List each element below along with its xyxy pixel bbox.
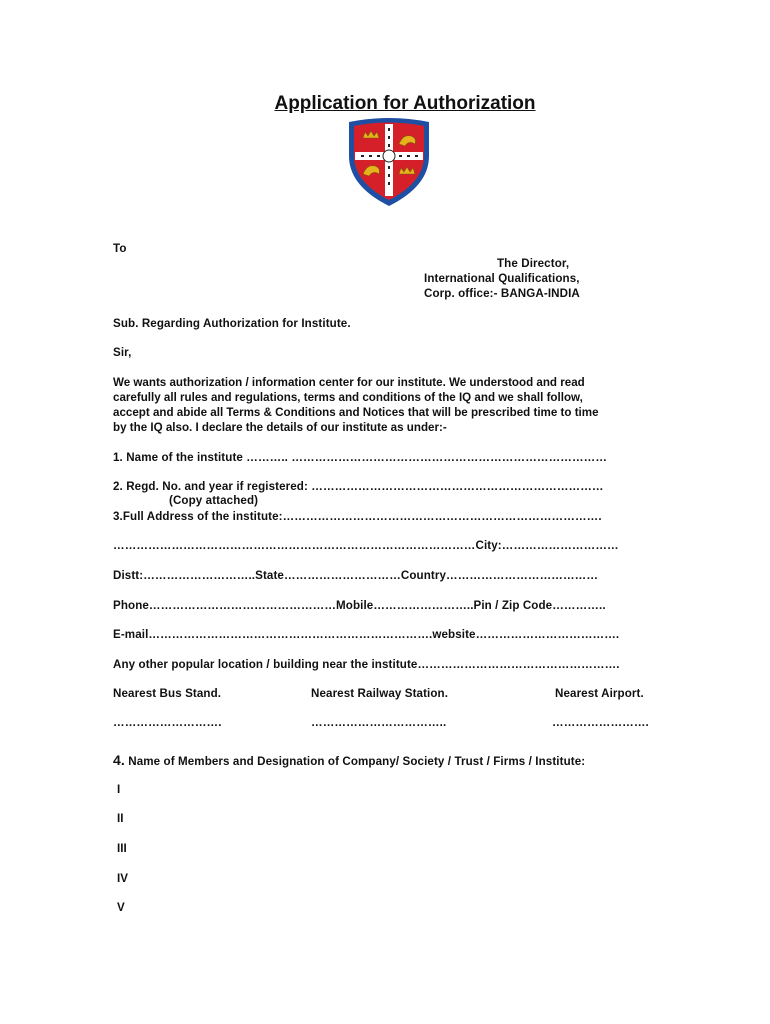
recipient-line-2: International Qualifications, <box>424 272 580 285</box>
paragraph-line: accept and abide all Terms & Conditions and Notices that will be prescribed time to time <box>113 406 599 419</box>
salutation: Sir, <box>113 346 132 359</box>
section-number: 4. <box>113 752 125 768</box>
city-field[interactable]: …………………………………………………………………………………City:………………………… <box>113 539 619 552</box>
airport-label: Nearest Airport. <box>555 687 644 700</box>
recipient-line-1: The Director, <box>497 257 570 270</box>
copy-attached-note: (Copy attached) <box>169 494 259 507</box>
member-row-1[interactable]: I <box>117 783 121 796</box>
to-label: To <box>113 242 127 255</box>
bus-stand-field[interactable]: ………………………. <box>113 716 222 729</box>
address-field[interactable]: 3.Full Address of the institute:………………………………………………………………………. <box>113 510 602 523</box>
railway-station-field[interactable]: …………………………….. <box>311 716 447 729</box>
popular-location-field[interactable]: Any other popular location / building near the institute……………………………………………. <box>113 658 620 671</box>
phone-mobile-pin-field[interactable]: Phone…………………………………………Mobile……………………..Pin / Zip Code………….. <box>113 599 606 612</box>
district-state-country-field[interactable]: Distt:………………………..State…………………………Country………………………………… <box>113 569 599 582</box>
recipient-line-3: Corp. office:- BANGA-INDIA <box>424 287 580 300</box>
paragraph-line: by the IQ also. I declare the details of our institute as under:- <box>113 421 447 434</box>
member-row-4[interactable]: IV <box>117 872 128 885</box>
paragraph-line: We wants authorization / information center for our institute. We understood and read <box>113 376 585 389</box>
bus-stand-label: Nearest Bus Stand. <box>113 687 222 700</box>
members-heading <box>113 752 585 768</box>
shield-crest-icon <box>343 116 435 208</box>
member-row-2[interactable]: II <box>117 812 124 825</box>
paragraph-line: carefully all rules and regulations, terms and conditions of the IQ and we shall follow, <box>113 391 583 404</box>
member-row-5[interactable]: V <box>117 901 125 914</box>
institute-name-field[interactable]: 1. Name of the institute ……….. ……………………………………………………………………… <box>113 451 608 464</box>
member-row-3[interactable]: III <box>117 842 127 855</box>
page-title: Application for Authorization <box>274 93 536 114</box>
subject-line: Sub. Regarding Authorization for Institute. <box>113 317 351 330</box>
email-website-field[interactable]: E-mail……………………………………………………………….website………………………………. <box>113 628 620 641</box>
railway-station-label: Nearest Railway Station. <box>311 687 449 700</box>
declaration-paragraph <box>113 375 653 435</box>
registration-field[interactable]: 2. Regd. No. and year if registered: ………………………………………………………………… <box>113 480 604 493</box>
members-heading-text: Name of Members and Designation of Company/ Society / Trust / Firms / Institute: <box>128 755 586 768</box>
airport-field[interactable]: ……………………. <box>552 716 649 729</box>
